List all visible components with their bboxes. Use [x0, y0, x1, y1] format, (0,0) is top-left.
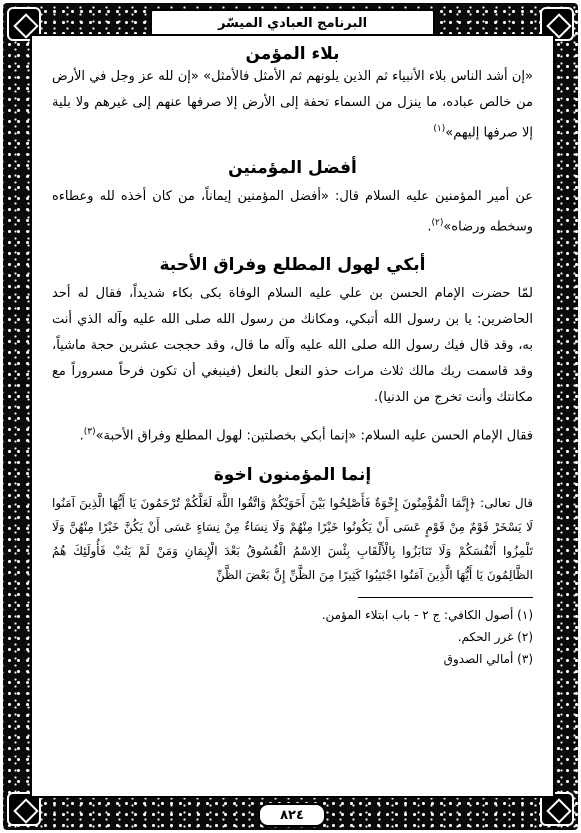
- footnote-ref[interactable]: (١): [433, 124, 446, 134]
- section-heading: أبكي لهول المطلع وفراق الأحبة: [159, 254, 426, 275]
- footnote: (١) أصول الكافي: ج ٢ - باب ابتلاء المؤمن.: [321, 607, 533, 622]
- section-paragraph: عن أمير المؤمنين عليه السلام قال: «أفضل المؤمنين إيماناً، من كان أخذه لله وعطاءه وسخطه ورضاه»$^{(٢)}$.: [52, 189, 533, 235]
- footnote: (٣) أمالي الصدوق: [443, 651, 533, 666]
- section-paragraph: فقال الإمام الحسن عليه السلام: «إنما أبكي بخصلتين: لهول المطلع وفراق الأحبة»$^{(٣)}$.: [79, 426, 533, 443]
- quran-verse: قال تعالى: ﴿إِنَّمَا الْمُؤْمِنُونَ إِخْوَةٌ فَأَصْلِحُوا بَيْنَ أَخَوَيْكُمْ وَاتَّقُوا اللَّهَ لَعَلَّكُمْ تُرْحَمُونَ يَا أَيُّهَا الَّذِينَ آمَنُوا لَا يَسْخَرْ قَوْمٌ مِنْ قَوْمٍ عَسَى أَنْ يَكُونُوا خَيْرًا مِنْهُمْ وَلَا نِسَاءٌ مِنْ نِسَاءٍ عَسَى أَنْ يَكُنَّ خَيْرًا مِنْهُنَّ وَلَا تَلْمِزُوا أَنْفُسَكُمْ وَلَا تَنَابَزُوا بِالْأَلْقَابِ بِئْسَ الِاسْمُ الْفُسُوقُ بَعْدَ الْإِيمَانِ وَمَنْ لَمْ يَتُبْ فَأُولَئِكَ هُمُ الظَّالِمُونَ يَا أَيُّهَا الَّذِينَ آمَنُوا اجْتَنِبُوا كَثِيرًا مِنَ الظَّنِّ إِنَّ بَعْضَ الظَّنِّ: [52, 495, 533, 582]
- footnote: (٢) غرر الحكم.: [457, 629, 533, 644]
- section-paragraph: لمّا حضرت الإمام الحسن بن علي عليه السلام الوفاة بكى بكاء شديداً، فقال له أحد الحاضرين: يا بن رسول الله أتبكي، ومكانك من رسول الله صلى الله عليه وآله الذي أنت به، وقد قال فيك رسول الله صلى الله عليه وآله ما قال، وقد حججت عشرين حجة ماشياً، وقد قاسمت ربك مالك ثلاث مرات حذو النعل بالنعل (فينبغي أن تكون فرحاً مسروراً مع مكانتك وأنت تخرج من الدنيا).: [52, 285, 533, 405]
- footnote-divider: [358, 597, 533, 598]
- section-heading: بلاء المؤمن: [245, 44, 340, 64]
- section-paragraph: «إن أشد الناس بلاء الأنبياء ثم الذين يلونهم ثم الأمثل فالأمثل» «إن لله عز وجل في الأرض من خالص عباده، ما ينزل من السماء تحفة إلى الأرض إلا صرفها عنهم إلى غيرهم ولا بلية إلا صرفها إليهم»$^{(١)}$: [52, 69, 533, 141]
- section-heading: أفضل المؤمنين: [228, 158, 357, 179]
- running-header: البرنامج العبادي الميسّر: [150, 9, 435, 37]
- page-body: [30, 34, 555, 798]
- page-number: ٨٢٤: [258, 803, 326, 827]
- footnote-ref[interactable]: (٢): [431, 218, 444, 229]
- footnote-ref[interactable]: (٣): [83, 426, 96, 437]
- section-heading: إنما المؤمنون اخوة: [213, 464, 372, 485]
- content-column: [52, 44, 533, 670]
